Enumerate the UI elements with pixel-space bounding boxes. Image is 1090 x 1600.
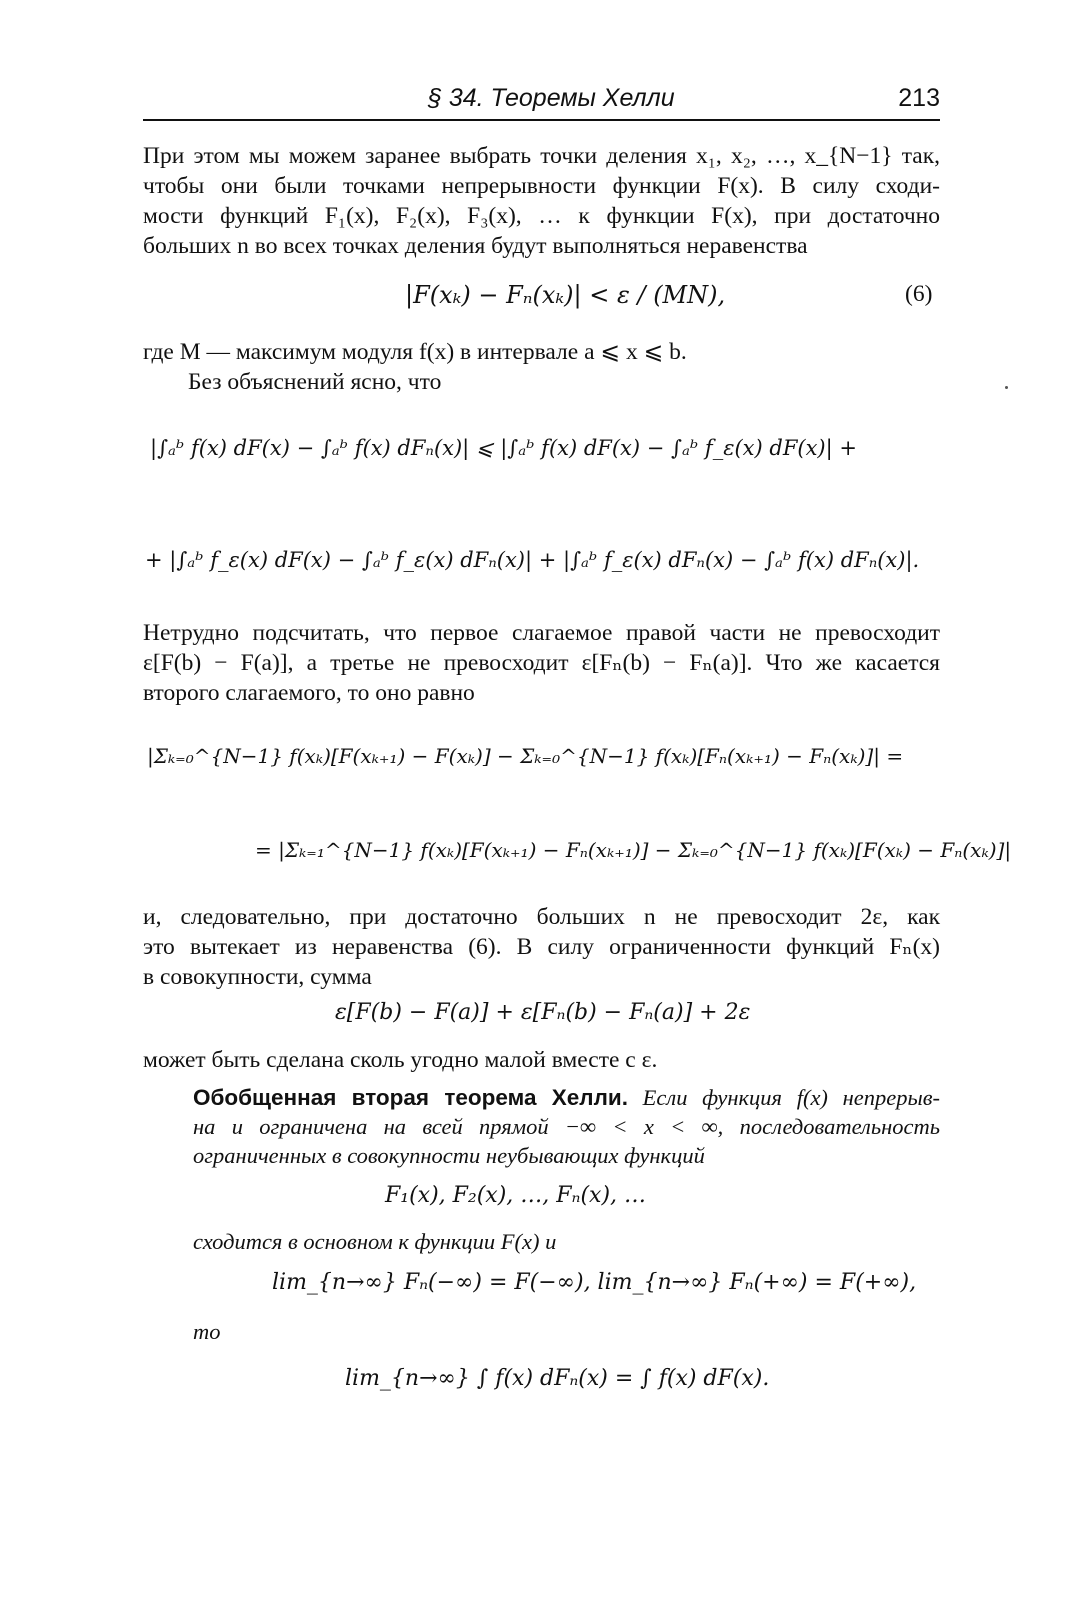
text-line: Нетрудно подсчитать, что первое слагаемое правой части не превосходит [143,620,940,646]
theorem-heading: Обобщенная вторая теорема Хелли. [193,1085,628,1110]
theorem-continuation [193,1227,940,1256]
paragraph-4 [143,902,940,992]
text-line: чтобы они были точками непрерывности функции F(x). В силу сходи- [143,173,940,199]
text-line: ε[F(b) − F(a)], а третье не превосходит ε[Fₙ(b) − Fₙ(a)]. Что же касается [143,650,940,676]
paragraph-5 [143,1045,940,1075]
integral-inequality-line-1: |∫ₐᵇ f(x) dF(x) − ∫ₐᵇ f(x) dFₙ(x)| ⩽ |∫ₐᵇ f(x) dF(x) − ∫ₐᵇ f_ε(x) dF(x)| + [150,436,857,460]
theorem-then [193,1317,940,1346]
print-speck [1005,386,1008,389]
theorem-text: сходится в основном к функции F(x) и [193,1229,557,1254]
text-line: и, следовательно, при достаточно больших n не превосходит 2ε, как [143,904,940,930]
equation-6: |F(xₖ) − Fₙ(xₖ)| < ε / (MN), [405,281,726,309]
paragraph-3 [143,618,940,708]
text-line: второго слагаемого, то оно равно [143,680,475,706]
limits-condition: lim_{n→∞} Fₙ(−∞) = F(−∞), lim_{n→∞} Fₙ(+∞) = F(+∞), [272,1270,917,1295]
paragraph-2 [143,337,940,397]
running-header [143,84,940,118]
text-line: где M — максимум модуля f(x) в интервале a ⩽ x ⩽ b. [143,339,687,365]
text-line: может быть сделана сколь угодно малой вместе с ε. [143,1047,658,1073]
text-line: При этом мы можем заранее выбрать точки деления x₁, x₂, …, x_{N−1} так, [143,143,940,169]
page-number: 213 [898,84,940,112]
theorem-text: ограниченных в совокупности неубывающих функций [193,1143,705,1168]
equation-number: (6) [905,281,933,307]
text-line: в совокупности, сумма [143,964,372,990]
paragraph-1 [143,141,940,261]
sum-equation-line-2: = |Σₖ₌₁^{N−1} f(xₖ)[F(xₖ₊₁) − Fₙ(xₖ₊₁)] − Σₖ₌₀^{N−1} f(xₖ)[F(xₖ) − Fₙ(xₖ)]| [255,838,1012,862]
theorem-conclusion: lim_{n→∞} ∫ f(x) dFₙ(x) = ∫ f(x) dF(x). [345,1366,770,1391]
sum-estimate: ε[F(b) − F(a)] + ε[Fₙ(b) − Fₙ(a)] + 2ε [335,1000,751,1025]
theorem-text: то [193,1319,221,1344]
theorem-text: Если функция f(x) непрерыв- [642,1085,940,1110]
text-line: Без объяснений ясно, что [188,369,442,395]
sum-equation-line-1: |Σₖ₌₀^{N−1} f(xₖ)[F(xₖ₊₁) − F(xₖ)] − Σₖ₌₀^{N−1} f(xₖ)[Fₙ(xₖ₊₁) − Fₙ(xₖ)]| = [147,744,904,768]
section-title: § 34. Теоремы Хелли [428,84,675,112]
theorem-statement [193,1083,940,1170]
function-sequence: F₁(x), F₂(x), …, Fₙ(x), … [385,1183,647,1208]
header-rule [143,119,940,121]
text-line: это вытекает из неравенства (6). В силу ограниченности функций Fₙ(x) [143,934,940,960]
integral-inequality-line-2: + |∫ₐᵇ f_ε(x) dF(x) − ∫ₐᵇ f_ε(x) dFₙ(x)| + |∫ₐᵇ f_ε(x) dFₙ(x) − ∫ₐᵇ f(x) dFₙ(x)|. [145,548,920,572]
text-line: мости функций F₁(x), F₂(x), F₃(x), … к функции F(x), при достаточно [143,203,940,229]
theorem-text: на и ограничена на всей прямой −∞ < x < ∞, последовательность [193,1114,940,1139]
text-line: больших n во всех точках деления будут выполняться неравенства [143,233,808,259]
